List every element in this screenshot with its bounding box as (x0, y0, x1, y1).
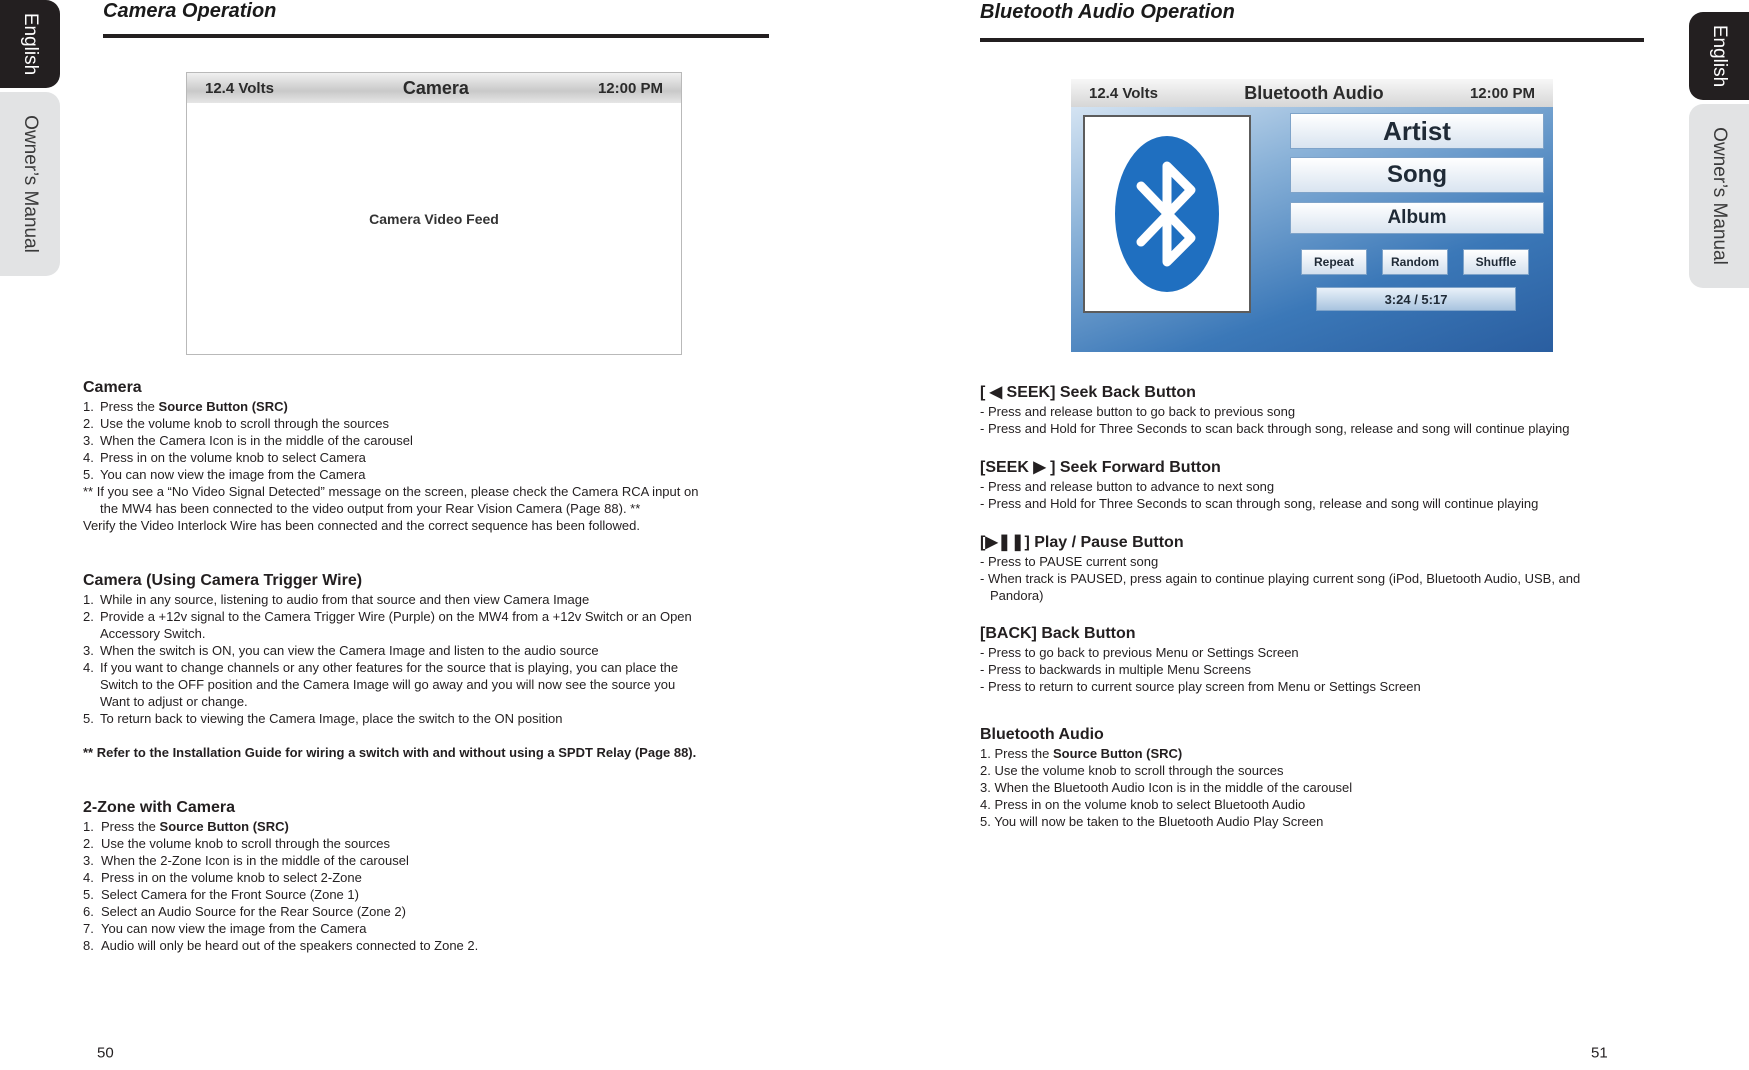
list-item: 3. When the switch is ON, you can view the Camera Image and listen to the audio source (83, 643, 599, 658)
list-item: - Press and release button to go back to previous song (980, 404, 1296, 419)
list-item: - Press to return to current source play screen from Menu or Settings Screen (980, 679, 1421, 694)
voltage-readout: 12.4 Volts (205, 79, 274, 97)
list-item: 5. Select Camera for the Front Source (Zone 1) (83, 887, 359, 902)
page-title-camera: Camera Operation (103, 0, 277, 22)
seek-back-section (980, 383, 1680, 437)
page-number: 51 (1591, 1044, 1608, 1062)
list-item: 2. Provide a +12v signal to the Camera Trigger Wire (Purple) on the MW4 from a +12v Switch or an Open Accessory Switch. (83, 609, 692, 641)
bluetooth-logo-box (1083, 115, 1251, 313)
screen-status-bar (187, 73, 681, 103)
section-heading: Camera (83, 379, 142, 396)
tab-english-label: English (1709, 24, 1731, 88)
artist-bar: Artist (1290, 113, 1544, 149)
section-heading: [▶❚❚] Play / Pause Button (980, 534, 1184, 551)
installation-guide-note: ** Refer to the Installation Guide for wiring a switch with and without using a SPDT Relay (Page 88). (83, 745, 697, 760)
repeat-button: Repeat (1301, 249, 1367, 275)
trigger-wire-section (83, 571, 783, 761)
list-item: - Press to go back to previous Menu or Settings Screen (980, 645, 1299, 660)
title-rule (103, 34, 769, 38)
screen-title: Bluetooth Audio (1244, 82, 1384, 103)
section-heading: [BACK] Back Button (980, 625, 1136, 642)
camera-verify: Verify the Video Interlock Wire has been connected and the correct sequence has been followed. (83, 518, 640, 533)
bluetooth-screen-image (1071, 79, 1553, 352)
list-item: 2. Use the volume knob to scroll through the sources (83, 416, 390, 431)
list-item: 8. Audio will only be heard out of the speakers connected to Zone 2. (83, 938, 479, 953)
tab-owners-manual-label: Owner’s Manual (1709, 127, 1731, 265)
list-item: 4. Press in on the volume knob to select Camera (83, 450, 366, 465)
page-number: 50 (97, 1044, 114, 1062)
album-bar: Album (1290, 202, 1544, 234)
section-heading: 2-Zone with Camera (83, 799, 236, 816)
random-button: Random (1382, 249, 1448, 275)
list-item: 1. Press the Source Button (SRC) (83, 819, 289, 834)
camera-section (83, 378, 783, 534)
list-item: - Press and release button to advance to next song (980, 479, 1275, 494)
list-item: 5. To return back to viewing the Camera Image, place the switch to the ON position (83, 711, 563, 726)
list-item: 3. When the Bluetooth Audio Icon is in the middle of the carousel (980, 780, 1353, 795)
camera-feed-label: Camera Video Feed (369, 211, 499, 227)
track-time: 3:24 / 5:17 (1316, 287, 1516, 311)
seek-forward-icon: ▶ (1033, 459, 1046, 476)
bluetooth-audio-section (980, 725, 1680, 830)
list-item: 4. If you want to change channels or any other features for the source that is playing, you can place the Switch to the OFF position and the Camera Image will go away and you will now see the source you Want to adjust or change. (83, 660, 679, 709)
bluetooth-icon (1113, 134, 1221, 294)
camera-note-cont: the MW4 has been connected to the video output from your Rear Vision Camera (Page 88). ** (100, 501, 641, 516)
camera-note: ** If you see a “No Video Signal Detected” message on the screen, please check the Camera RCA input on (83, 484, 699, 499)
list-item: 2. Use the volume knob to scroll through the sources (83, 836, 391, 851)
back-button-section (980, 624, 1680, 695)
list-item: 4. Press in on the volume knob to select 2-Zone (83, 870, 362, 885)
seek-forward-section (980, 458, 1680, 512)
tab-owners-manual-label: Owner’s Manual (20, 115, 42, 253)
screen-title: Camera (402, 77, 469, 98)
clock-readout: 12:00 PM (597, 79, 663, 97)
list-item: 7. You can now view the image from the Camera (83, 921, 367, 936)
list-item: - Press and Hold for Three Seconds to scan through song, release and song will continue playing (980, 496, 1539, 511)
camera-screen-image (186, 72, 682, 355)
two-zone-section (83, 798, 783, 954)
title-rule (980, 38, 1644, 42)
list-item: - Press to PAUSE current song (980, 554, 1159, 569)
tab-owners-manual-left (0, 92, 60, 276)
page-title-bluetooth: Bluetooth Audio Operation (980, 1, 1235, 23)
play-pause-section (980, 533, 1680, 604)
list-item: 5. You can now view the image from the Camera (83, 467, 366, 482)
play-pause-icon: ▶❚❚ (985, 534, 1025, 551)
list-item: - When track is PAUSED, press again to continue playing current song (iPod, Bluetooth Audio, USB, and (980, 571, 1581, 586)
screen-status-bar (1071, 79, 1553, 107)
list-item: - Press and Hold for Three Seconds to scan back through song, release and song will continue playing (980, 421, 1570, 436)
list-item: 5. You will now be taken to the Bluetooth Audio Play Screen (980, 814, 1324, 829)
song-bar: Song (1290, 157, 1544, 193)
tab-english-left (0, 0, 60, 88)
tab-owners-manual-right (1689, 104, 1749, 288)
list-item: 1. Press the Source Button (SRC) (980, 746, 1183, 761)
list-item-cont: Pandora) (990, 588, 1044, 603)
list-item: 6. Select an Audio Source for the Rear Source (Zone 2) (83, 904, 406, 919)
section-heading: [SEEK ▶ ] Seek Forward Button (980, 459, 1221, 476)
list-item: 1. While in any source, listening to audio from that source and then view Camera Image (83, 592, 590, 607)
section-heading: [ ◀ SEEK] Seek Back Button (980, 384, 1196, 401)
tab-english-label: English (20, 12, 42, 76)
list-item: - Press to backwards in multiple Menu Screens (980, 662, 1251, 677)
clock-readout: 12:00 PM (1469, 84, 1535, 102)
seek-back-icon: ◀ (989, 384, 1003, 401)
list-item: 1. Press the Source Button (SRC) (83, 399, 288, 414)
shuffle-button: Shuffle (1463, 249, 1529, 275)
section-heading: Bluetooth Audio (980, 726, 1104, 743)
list-item: 3. When the 2-Zone Icon is in the middle of the carousel (83, 853, 409, 868)
list-item: 2. Use the volume knob to scroll through the sources (980, 763, 1284, 778)
list-item: 4. Press in on the volume knob to select Bluetooth Audio (980, 797, 1306, 812)
tab-english-right (1689, 12, 1749, 100)
voltage-readout: 12.4 Volts (1089, 84, 1158, 102)
section-heading: Camera (Using Camera Trigger Wire) (83, 572, 363, 589)
list-item: 3. When the Camera Icon is in the middle of the carousel (83, 433, 413, 448)
